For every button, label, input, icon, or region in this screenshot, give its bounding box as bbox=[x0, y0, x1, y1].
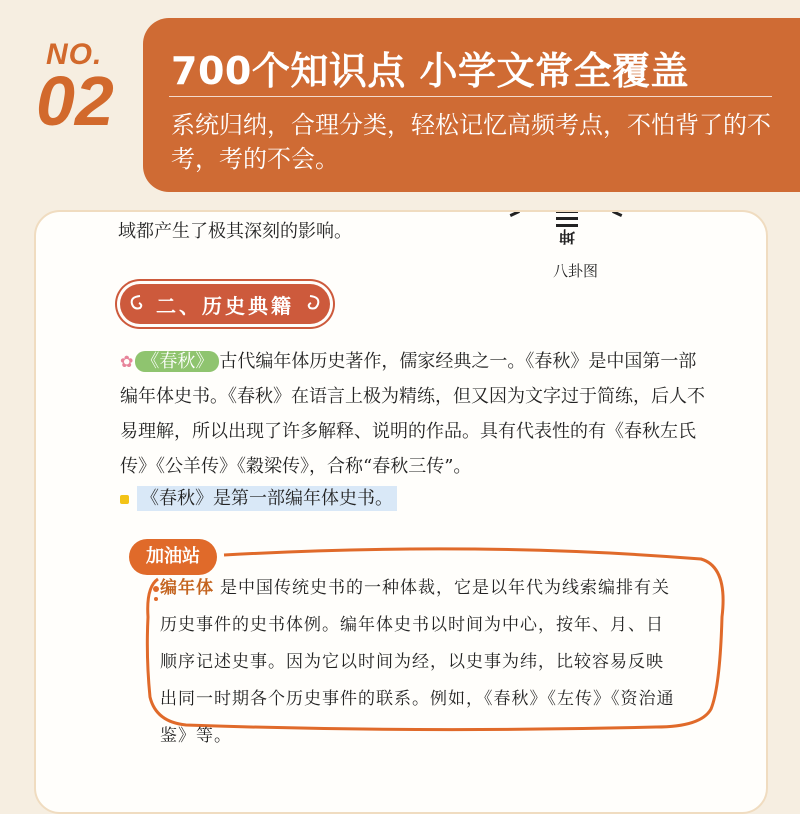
tip-text bbox=[160, 570, 680, 755]
section-heading bbox=[120, 284, 330, 324]
continuation-text: 域都产生了极其深刻的影响。 bbox=[118, 221, 352, 242]
key-point-text: 《春秋》是第一部编年体史书。 bbox=[137, 486, 397, 511]
entry-text: 古代编年体历史著作，儒家经典之一。《春秋》是中国第一部编年体史书。《春秋》在语言上极为精练，但又因为文字过于简练，后人不易理解，所以出现了许多解释、说明的作品。具有代表性的有《春秋左氏传》《公羊传》《穀梁传》，合称“春秋三传”。 bbox=[120, 351, 705, 477]
tip-term: 编年体 bbox=[160, 578, 214, 598]
key-bullet-icon bbox=[120, 495, 129, 504]
banner-title: 700个知识点 小学文常全覆盖 bbox=[171, 49, 690, 93]
section-title: 二、历史典籍 bbox=[156, 294, 294, 318]
feature-number: 02 bbox=[36, 62, 114, 140]
key-point bbox=[120, 484, 397, 514]
number-label: NO. bbox=[46, 38, 103, 71]
scroll-ornament-icon bbox=[304, 293, 324, 315]
banner-description: 系统归纳，合理分类，轻松记忆高频考点，不怕背了的不考，考的不会。 bbox=[171, 111, 771, 173]
entry-tag: 《春秋》 bbox=[135, 351, 219, 372]
banner-divider bbox=[169, 96, 772, 97]
flower-bullet-icon: ✿ bbox=[120, 352, 134, 371]
tip-label: 加油站 bbox=[129, 539, 217, 575]
book-page bbox=[34, 210, 768, 814]
entry-paragraph bbox=[120, 344, 710, 484]
figure-caption: 八卦图 bbox=[553, 262, 599, 280]
bagua-glyph: 坤 bbox=[559, 227, 576, 246]
tip-body: 是中国传统史书的一种体裁，它是以年代为线索编排有关历史事件的史书体例。编年体史书以时间为中心，按年、月、日顺序记述史事。因为它以时间为经，以史事为纬，比较容易反映出同一时期各个历史事件的联系。例如，《春秋》《左传》《资治通鉴》等。 bbox=[160, 578, 675, 746]
feature-banner bbox=[143, 18, 800, 192]
